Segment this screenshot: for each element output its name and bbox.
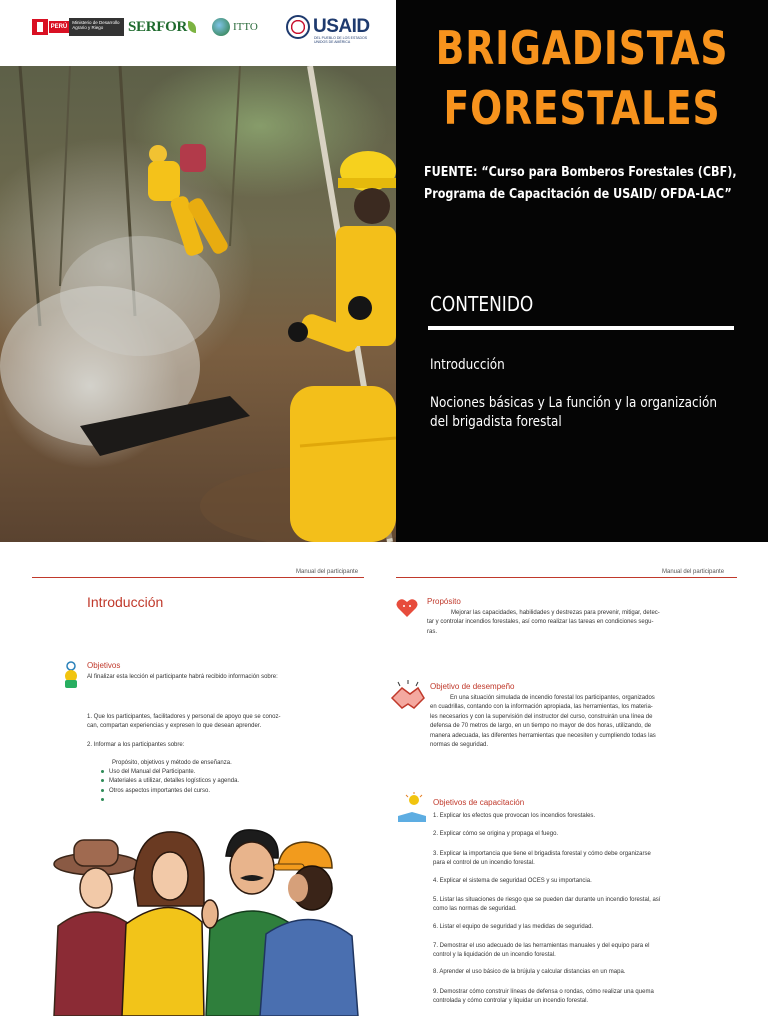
list-item	[101, 768, 239, 777]
cover-title-line2: FORESTALES	[443, 81, 721, 135]
contents-item-basics-line2: del brigadista forestal	[430, 414, 562, 430]
t9-line2: controlada y cómo controlar y liquidar un incendio forestal.	[433, 998, 589, 1005]
contents-heading: CONTENIDO	[430, 292, 534, 316]
training-objective-7	[433, 942, 649, 961]
training-objective-8: 8. Aprender el uso básico de la brújula y calcular distancias en un mapa.	[433, 969, 626, 975]
leaf-icon	[188, 21, 196, 33]
objectives-intro: Al finalizar esta lección el participante habrá recibido información sobre:	[87, 674, 278, 680]
t7-line2: control y la liquidación de un incendio forestal.	[433, 952, 556, 959]
firefighters-photo	[0, 66, 396, 542]
itto-logo	[212, 14, 258, 40]
ministry-name: Ministerio de Desarrollo Agrario y Riego	[69, 18, 124, 36]
itto-word: ITTO	[233, 21, 258, 33]
serfor-word: SERFOR	[128, 18, 188, 35]
training-objective-4: 4. Explicar el sistema de seguridad OCES y su importancia.	[433, 878, 592, 884]
right-page-header: Manual del participante	[662, 569, 725, 575]
source-line1: FUENTE: “Curso para Bomberos Forestales (CBF),	[424, 165, 737, 180]
cover-source	[424, 162, 737, 206]
right-page-rule	[396, 577, 737, 578]
list-item	[101, 787, 239, 796]
objective-point-1-line1: 1. Que los participantes, facilitadores y personal de apoyo que se conoz-	[87, 714, 281, 720]
t5-line2: como las normas de seguridad.	[433, 906, 517, 913]
objective-point-1	[87, 713, 280, 732]
people-illustration	[34, 826, 374, 1016]
sub-intro: Propósito, objetivos y método de enseñanza.	[112, 760, 232, 766]
t3-line1: 3. Explicar la importancia que tiene el brigadista forestal y cómo debe organizarse	[433, 851, 651, 857]
list-item-text: Materiales a utilizar, detalles logísticos y agenda.	[109, 778, 240, 785]
contents-item-introduction[interactable]: Introducción	[430, 357, 505, 373]
objective-point-2: 2. Informar a los participantes sobre:	[87, 742, 185, 748]
purpose-text	[427, 609, 660, 637]
cover-panel	[396, 0, 768, 542]
training-objective-1: 1. Explicar los efectos que provocan los incendios forestales.	[433, 813, 596, 819]
training-objective-9	[433, 988, 654, 1007]
usaid-seal-icon	[286, 15, 310, 39]
usaid-tagline: DEL PUEBLO DE LOS ESTADOS UNIDOS DE AMÉRICA	[314, 36, 368, 44]
list-item	[101, 796, 239, 805]
photo-scene	[0, 66, 396, 542]
contents-item-basics[interactable]	[430, 394, 717, 432]
bullet-icon	[101, 789, 104, 792]
training-objective-2: 2. Explicar cómo se origina y propaga el fuego.	[433, 831, 559, 837]
logo-strip	[0, 0, 396, 62]
usaid-word: USAID	[313, 16, 370, 37]
bullet-list	[101, 768, 239, 806]
peru-word: PERÚ	[49, 21, 70, 33]
page-title: Introducción	[87, 594, 164, 610]
bullet-icon	[101, 779, 104, 782]
lightbulb-hand-icon	[396, 792, 428, 824]
perf-line2: en cuadrillas, contando con la información apropiada, las herramientas, los materia-	[430, 704, 653, 711]
bullet-icon	[101, 770, 104, 773]
left-page-header: Manual del participante	[296, 569, 359, 575]
list-item-text: Uso del Manual del Participante.	[109, 769, 196, 775]
t5-line1: 5. Listar las situaciones de riesgo que se pueden dar durante un incendio forestal, así	[433, 897, 661, 903]
purpose-line1: Mejorar las capacidades, habilidades y destrezas para prevenir, mitigar, detec-	[451, 610, 660, 616]
peru-ministry-logo	[32, 14, 124, 40]
peru-shield-icon	[32, 19, 48, 35]
contents-item-basics-line1: Nociones básicas y La función y la organización	[430, 395, 717, 411]
cover-title	[429, 18, 734, 138]
heart-icon	[395, 596, 419, 620]
list-item-text: Otros aspectos importantes del curso.	[109, 787, 211, 794]
list-item	[101, 777, 239, 786]
source-line2: Programa de Capacitación de USAID/ OFDA-LAC”	[424, 187, 732, 202]
training-objective-5	[433, 896, 660, 915]
globe-icon	[212, 18, 230, 36]
purpose-line2: tar y controlar incendios forestales, así como realizar las tareas en condiciones segu-	[427, 619, 654, 626]
training-objective-6: 6. Listar el equipo de seguridad y las medidas de seguridad.	[433, 924, 594, 930]
perf-line5: manera adecuada, las diferentes herramientas que necesiten y cumpliendo todas las	[430, 732, 656, 739]
t9-line1: 9. Demostrar cómo construir líneas de defensa o rondas, cómo realizar una quema	[433, 989, 654, 995]
perf-line6: normas de seguridad.	[430, 742, 489, 749]
perf-line4: defensa de 70 metros de largo, en un tiempo no mayor de dos horas, utilizando, de	[430, 723, 652, 730]
bullet-icon	[101, 798, 104, 801]
performance-objective-title: Objetivo de desempeño	[430, 682, 515, 691]
contents-divider	[428, 326, 734, 330]
perf-line3: les necesarios y con la supervisión del instructor del curso, construirán una línea de	[430, 713, 653, 720]
t3-line2: para el control de un incendio forestal.	[433, 860, 535, 867]
purpose-line3: ras.	[427, 628, 438, 635]
cover-title-line1: BRIGADISTAS	[435, 21, 729, 75]
t7-line1: 7. Demostrar el uso adecuado de las herramientas manuales y del equipo para el	[433, 943, 650, 949]
purpose-title: Propósito	[427, 597, 461, 606]
perf-line1: En una situación simulada de incendio forestal los participantes, organizados	[450, 695, 655, 701]
handshake-icon	[390, 678, 426, 714]
left-page-rule	[32, 577, 364, 578]
objective-point-1-line2: can, compartan experiencias y expresen lo que desean aprender.	[87, 723, 262, 730]
objectives-title: Objetivos	[87, 661, 121, 670]
training-objectives-title: Objetivos de capacitación	[433, 798, 525, 807]
training-objective-3	[433, 850, 651, 869]
target-person-icon	[60, 660, 82, 690]
performance-text	[430, 694, 656, 750]
serfor-logo	[128, 14, 196, 40]
usaid-logo	[286, 14, 370, 44]
